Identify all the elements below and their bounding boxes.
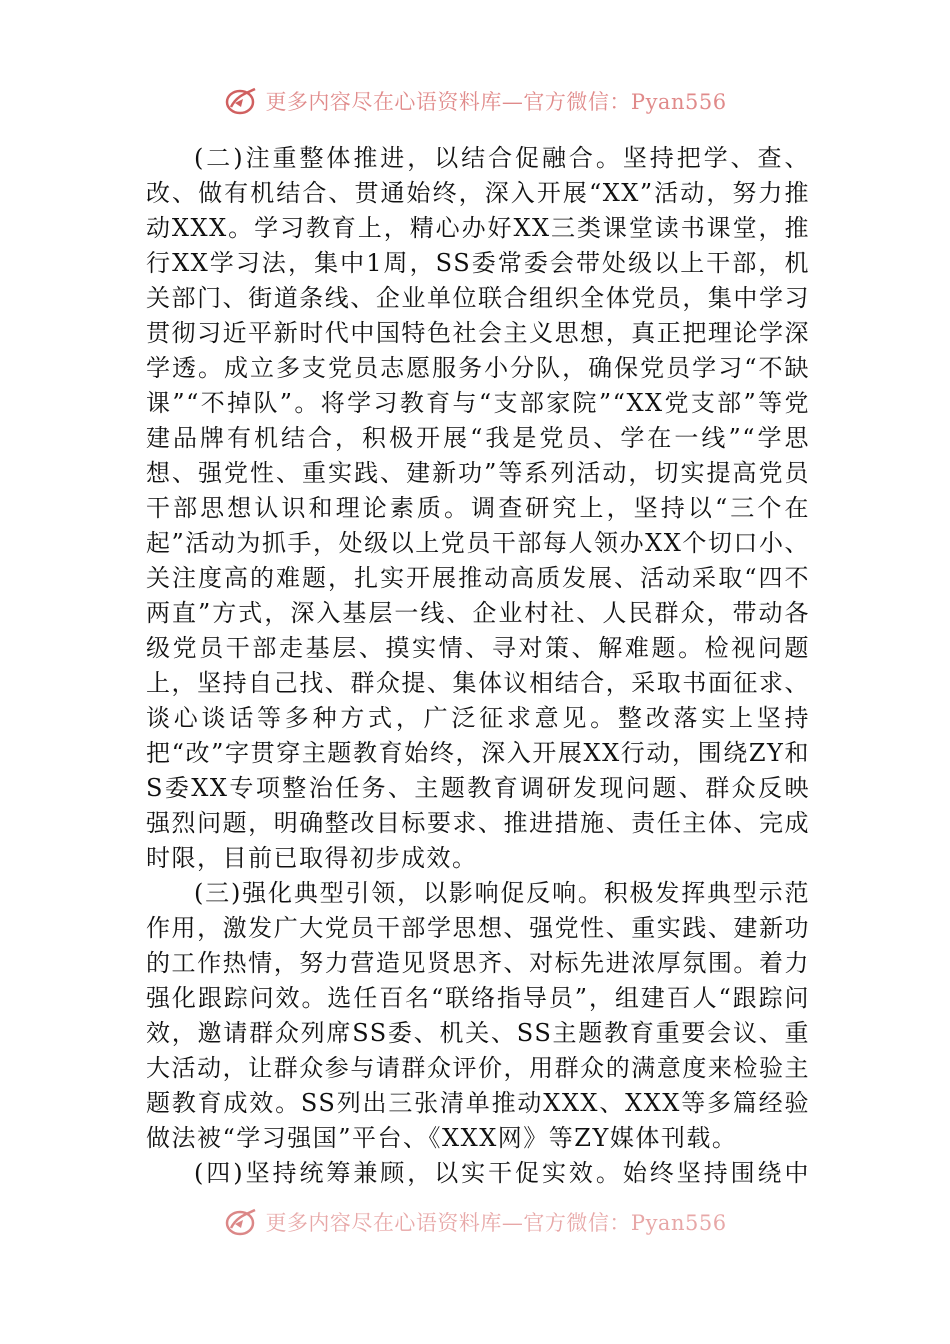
watermark-logo-icon (223, 85, 259, 117)
document-body (146, 141, 810, 1191)
watermark-text: 更多内容尽在心语资料库—官方微信：Pyan556 (265, 90, 727, 114)
paragraph-2: (二)注重整体推进，以结合促融合。坚持把学、查、改、做有机结合、贯通始终，深入开展“XX”活动，努力推动XXX。学习教育上，精心办好XX三类课堂读书课堂，推行XX学习法，集中1周，SS委常委会带处级以上干部，机关部门、街道条线、企业单位联合组织全体党员，集中学习贯彻习近平新时代中国特色社会主义思想，真正把理论学深学透。成立多支党员志愿服务小分队，确保党员学习“不缺课”“不掉队”。将学习教育与“支部家院”“XX党支部”等党建品牌有机结合，积极开展“我是党员、学在一线”“学思想、强党性、重实践、建新功”等系列活动，切实提高党员干部思想认识和理论素质。调查研究上，坚持以“三个在起”活动为抓手，处级以上党员干部每人领办XX个切口小、关注度高的难题，扎实开展推动高质发展、活动采取“四不两直”方式，深入基层一线、企业村社、人民群众，带动各级党员干部走基层、摸实情、寻对策、解难题。检视问题上，坚持自己找、群众提、集体议相结合，采取书面征求、谈心谈话等多种方式，广泛征求意见。整改落实上坚持把“改”字贯穿主题教育始终，深入开展XX行动，围绕ZY和S委XX专项整治任务、主题教育调研发现问题、群众反映强烈问题，明确整改目标要求、推进措施、责任主体、完成时限，目前已取得初步成效。 (146, 144, 810, 872)
paragraph-3: (三)强化典型引领，以影响促反响。积极发挥典型示范作用，激发广大党员干部学思想、强党性、重实践、建新功的工作热情，努力营造见贤思齐、对标先进浓厚氛围。着力强化跟踪问效。选任百名“联络指导员”，组建百人“跟踪问效，邀请群众列席SS委、机关、SS主题教育重要会议、重大活动，让群众参与请群众评价，用群众的满意度来检验主题教育成效。SS列出三张清单推动XXX、XXX等多篇经验做法被“学习强国”平台、《XXX网》等ZY媒体刊载。 (146, 879, 810, 1152)
paragraph-4: (四)坚持统筹兼顾，以实干促实效。始终坚持围绕中 (194, 1159, 810, 1187)
watermark-text: 更多内容尽在心语资料库—官方微信：Pyan556 (265, 1211, 727, 1235)
watermark-header (0, 84, 950, 118)
watermark-footer (0, 1205, 950, 1239)
watermark-logo-icon (223, 1206, 259, 1238)
